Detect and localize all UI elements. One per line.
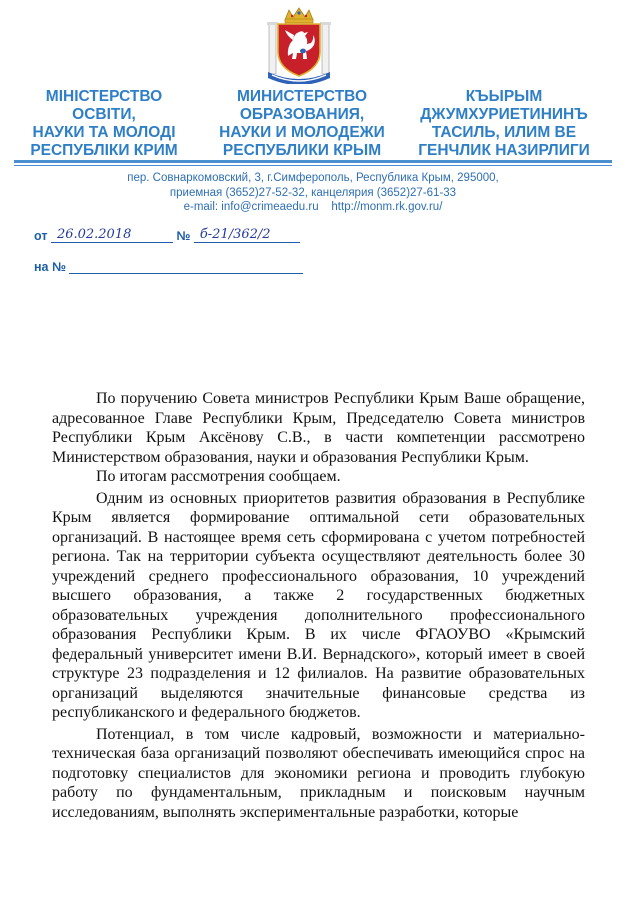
ministry-name-line: РЕСПУБЛІКИ КРИМ <box>30 142 178 159</box>
incoming-reference-row <box>34 259 303 274</box>
reference-number-field <box>69 259 303 274</box>
outgoing-registration-row <box>34 228 300 243</box>
ministry-name-line: МІНІСТЕРСТВО <box>45 88 163 105</box>
ministry-name-russian <box>210 88 394 160</box>
number-field <box>194 228 300 243</box>
pearl-shell-icon <box>300 49 306 54</box>
crown-icon <box>285 8 313 23</box>
body-paragraph: Потенциал, в том числе кадровый, возможности и материально-техническая база организаций позволяют обеспечивать имеющийся спрос на подготовку специалистов для экономики региона и проводить глубокую работу по фундаментальным, прикладным и поисковым научным исследованиям, выполнять экспериментальные разработки, которые <box>52 725 585 821</box>
letter-body <box>52 389 585 822</box>
ministry-name-line: ДЖУМХУРИЕТИНИНЪ <box>420 106 588 123</box>
header-divider-thick <box>14 160 612 163</box>
ministry-name-line: ОБРАЗОВАНИЯ, <box>239 106 365 123</box>
number-handwritten: б-21/362/2 <box>199 227 271 242</box>
contacts-line <box>0 200 626 215</box>
date-handwritten: 26.02.2018 <box>56 227 132 242</box>
ministry-name-line: ТАСИЛЬ, ИЛИМ ВЕ <box>431 124 577 141</box>
ministry-name-line: КЪЫРЫМ <box>465 88 543 105</box>
body-paragraph: По итогам рассмотрения сообщаем. <box>96 468 341 485</box>
number-label: № <box>176 229 191 243</box>
date-field <box>51 228 173 243</box>
ministry-name-line: НАУКИ И МОЛОДЕЖИ <box>219 124 385 141</box>
left-column-icon <box>269 24 276 74</box>
body-paragraph: По поручению Совета министров Республики Крым Ваше обращение, адресованное Главе Республики Крым, Председателю Совета министров Республики Крым Аксёнову С.В., в части компетенции рассмотрено Министерством образования, науки и образования Республики Крым. <box>52 390 585 466</box>
ministry-name-line: РЕСПУБЛИКИ КРЫМ <box>222 142 382 159</box>
crimea-coat-of-arms-emblem <box>263 6 335 84</box>
address-line: пер. Совнаркомовский, 3, г.Симферополь, Республика Крым, 295000, <box>127 172 499 184</box>
phone-line: приемная (3652)27-52-32, канцелярия (3652)27-61-33 <box>169 186 457 199</box>
ministry-name-line: ОСВІТИ, <box>72 106 136 123</box>
ministry-name-crimean-tatar <box>398 88 610 160</box>
website-text: http://monm.rk.gov.ru/ <box>331 201 443 213</box>
ministry-name-line: МИНИСТЕРСТВО <box>236 88 368 105</box>
ministry-name-line: НАУКИ ТА МОЛОДІ <box>32 124 176 141</box>
ministry-name-line: ГЕНЧЛИК НАЗИРЛИГИ <box>418 142 590 159</box>
ministry-name-ukrainian <box>18 88 190 160</box>
body-paragraph: Одним из основных приоритетов развития образования в Республике Крым является формирование оптимальной сети образовательных организаций. В настоящее время сеть сформирована с учетом потребностей региона. Так на территории субъекта осуществляют деятельность более 30 учреждений среднего профессионального образования, 10 учреждений высшего образования, а также 2 государственных бюджетных образовательных учреждения дополнительного профессионального образования Республики Крым. В их числе ФГАОУВО «Крымский федеральный университет имени В.И. Вернадского», который имеет в своей структуре 23 подразделения и 12 филиалов. На развитие образовательных организаций выделяются значительные финансовые средства из республиканского и федерального бюджетов. <box>52 489 585 721</box>
from-label: от <box>34 229 48 243</box>
reference-number-label: на № <box>34 260 66 274</box>
ministry-address-block <box>0 171 626 215</box>
email-text: e-mail: info@crimeaedu.ru <box>183 201 319 213</box>
header-divider-thin <box>14 165 612 166</box>
right-column-icon <box>322 24 329 74</box>
